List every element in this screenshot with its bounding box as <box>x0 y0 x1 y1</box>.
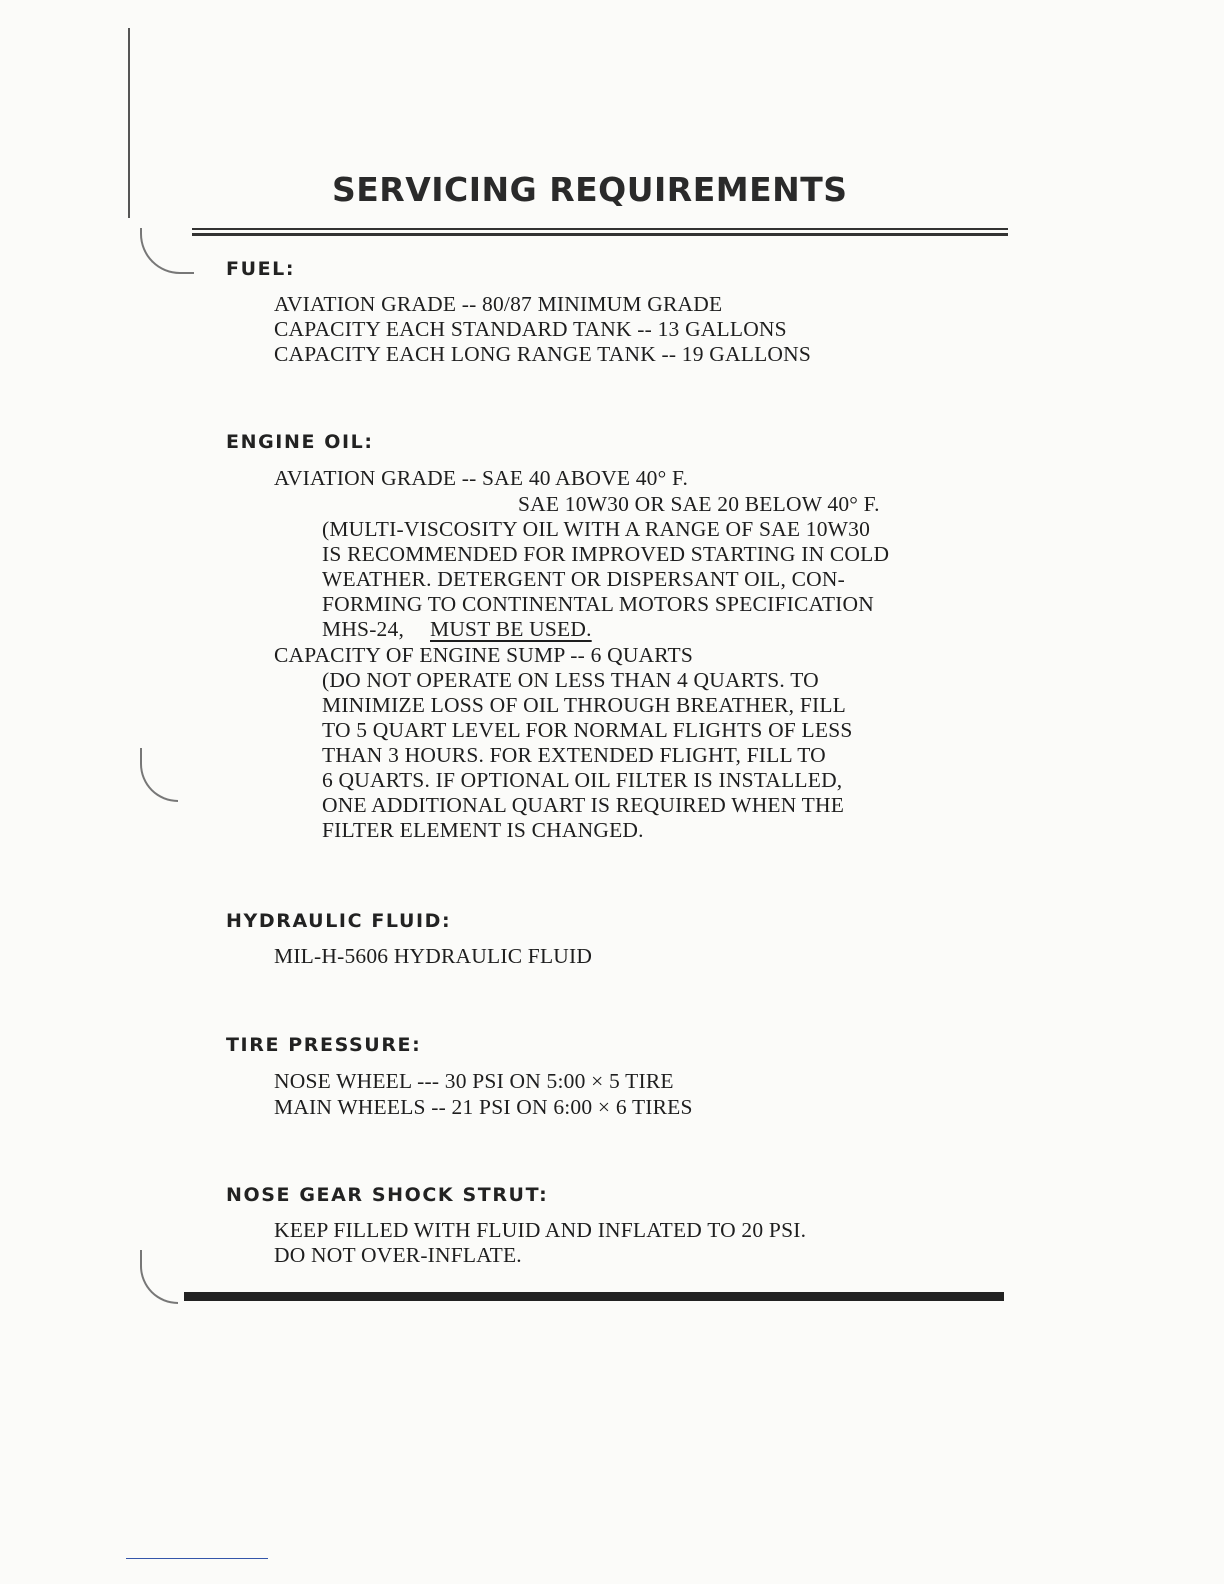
fuel-line: CAPACITY EACH LONG RANGE TANK -- 19 GALLONS <box>274 342 812 366</box>
oil-line: TO 5 QUART LEVEL FOR NORMAL FLIGHTS OF LESS <box>322 718 853 742</box>
title-divider <box>192 233 1008 236</box>
hydraulic-line: MIL-H-5606 HYDRAULIC FLUID <box>274 944 593 968</box>
scan-edge-line <box>126 1558 268 1559</box>
oil-line-underlined: MUST BE USED. <box>430 617 592 641</box>
strut-line: KEEP FILLED WITH FLUID AND INFLATED TO 20 PSI. <box>274 1218 807 1242</box>
title-divider <box>192 228 1008 230</box>
page-title: SERVICING REQUIREMENTS <box>332 170 848 209</box>
binder-hole-mark <box>140 1250 178 1304</box>
binder-hole-mark <box>140 228 194 274</box>
oil-line: MHS-24, <box>322 617 405 641</box>
oil-line: FILTER ELEMENT IS CHANGED. <box>322 818 644 842</box>
section-heading-engine-oil: ENGINE OIL: <box>226 431 374 453</box>
section-heading-fuel: FUEL: <box>226 258 296 280</box>
oil-line: 6 QUARTS. IF OPTIONAL OIL FILTER IS INSTALLED, <box>322 768 843 792</box>
fuel-line: AVIATION GRADE -- 80/87 MINIMUM GRADE <box>274 292 723 316</box>
oil-line: FORMING TO CONTINENTAL MOTORS SPECIFICATION <box>322 592 874 616</box>
section-heading-hydraulic-fluid: HYDRAULIC FLUID: <box>226 910 452 932</box>
bottom-divider <box>184 1292 1004 1301</box>
oil-line: IS RECOMMENDED FOR IMPROVED STARTING IN COLD <box>322 542 890 566</box>
oil-line: THAN 3 HOURS. FOR EXTENDED FLIGHT, FILL TO <box>322 743 826 767</box>
margin-line <box>128 28 130 218</box>
oil-line: (MULTI-VISCOSITY OIL WITH A RANGE OF SAE 10W30 <box>322 517 871 541</box>
oil-line: MINIMIZE LOSS OF OIL THROUGH BREATHER, FILL <box>322 693 847 717</box>
oil-line: WEATHER. DETERGENT OR DISPERSANT OIL, CON- <box>322 567 845 591</box>
oil-capacity-line: CAPACITY OF ENGINE SUMP -- 6 QUARTS <box>274 643 694 667</box>
binder-hole-mark <box>140 748 178 802</box>
oil-line: AVIATION GRADE -- SAE 40 ABOVE 40° F. <box>274 466 689 490</box>
section-heading-tire-pressure: TIRE PRESSURE: <box>226 1034 422 1056</box>
section-heading-nose-gear-shock-strut: NOSE GEAR SHOCK STRUT: <box>226 1184 549 1206</box>
tire-line: NOSE WHEEL --- 30 PSI ON 5:00 × 5 TIRE <box>274 1069 674 1093</box>
oil-line: (DO NOT OPERATE ON LESS THAN 4 QUARTS. TO <box>322 668 819 692</box>
fuel-line: CAPACITY EACH STANDARD TANK -- 13 GALLONS <box>274 317 787 341</box>
tire-line: MAIN WHEELS -- 21 PSI ON 6:00 × 6 TIRES <box>274 1095 693 1119</box>
strut-line: DO NOT OVER-INFLATE. <box>274 1243 522 1267</box>
oil-line: SAE 10W30 OR SAE 20 BELOW 40° F. <box>518 492 880 516</box>
oil-line: ONE ADDITIONAL QUART IS REQUIRED WHEN THE <box>322 793 845 817</box>
